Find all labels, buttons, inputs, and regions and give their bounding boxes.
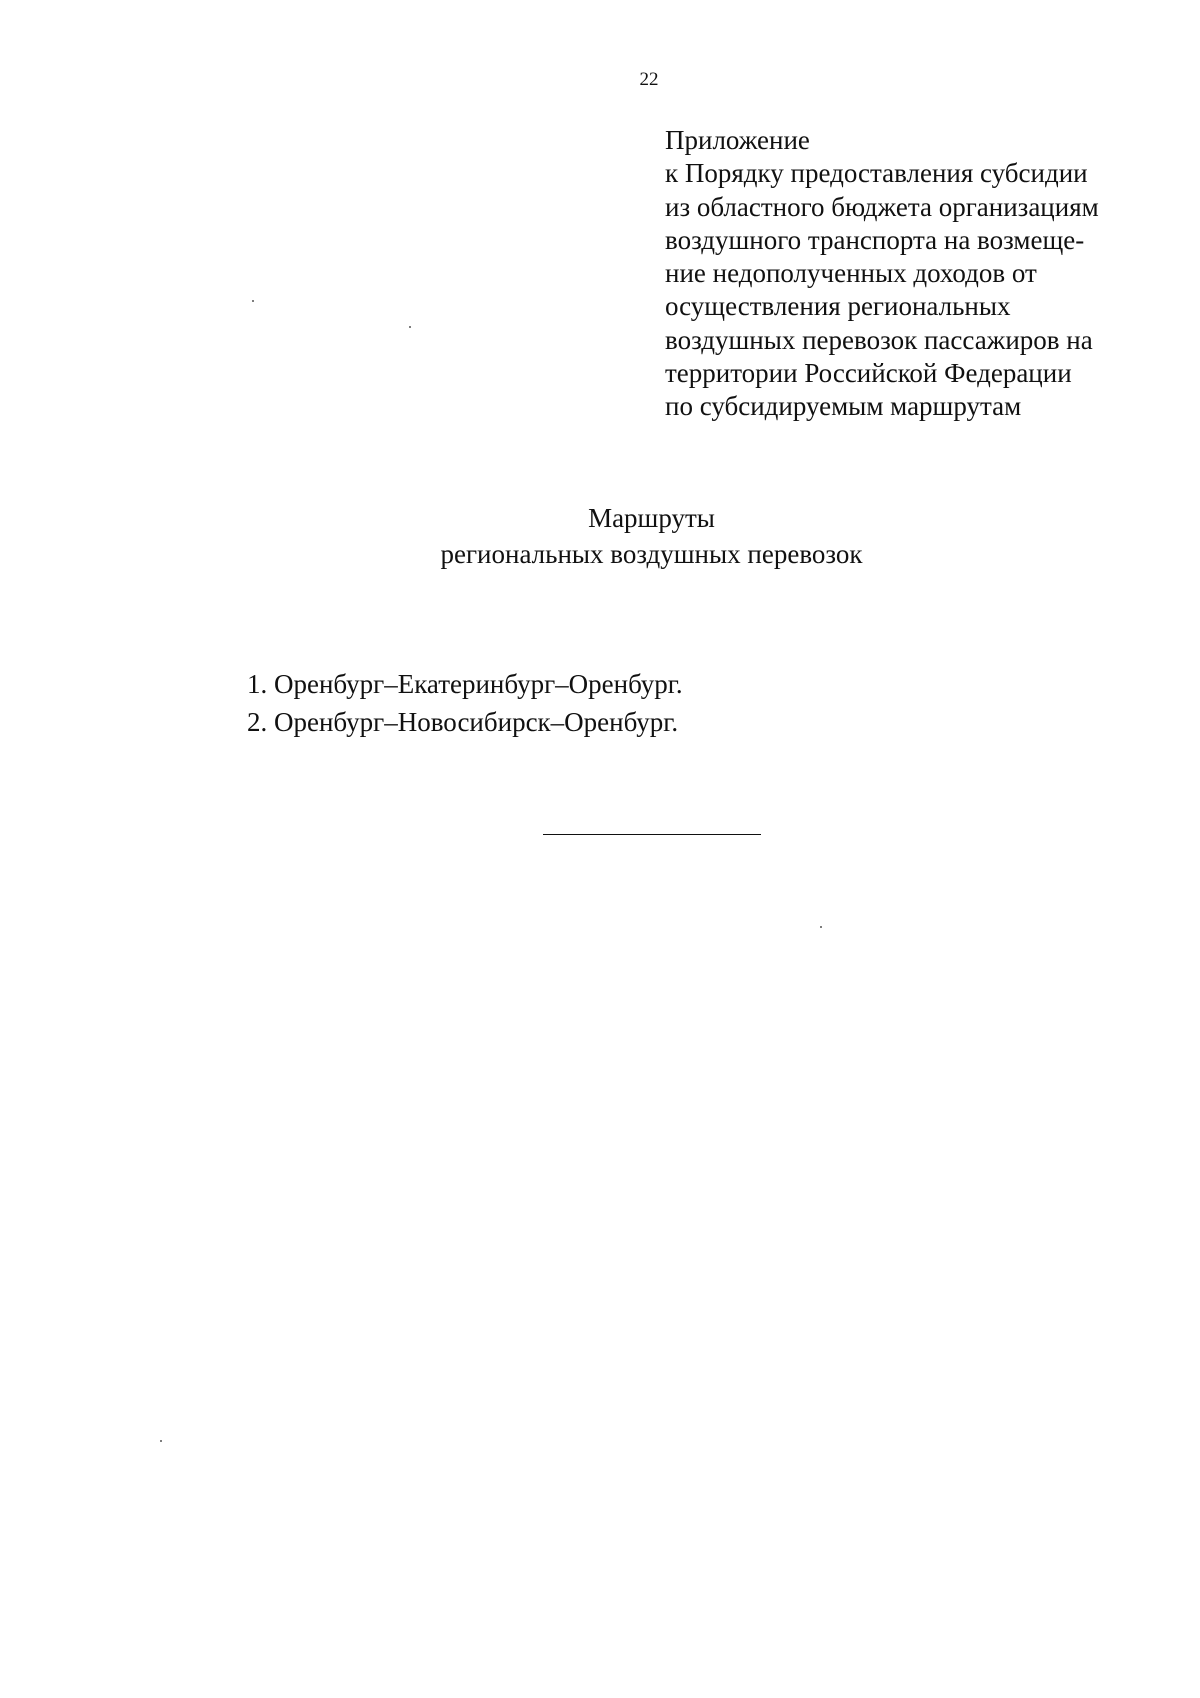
scan-speck (252, 300, 254, 302)
appendix-line: к Порядку предоставления субсидии (665, 158, 1088, 189)
title-line-1: Маршруты (588, 503, 715, 533)
document-title (0, 500, 1200, 572)
appendix-line: по субсидируемым маршрутам (665, 391, 1022, 422)
route-item: 2. Оренбург–Новосибирск–Оренбург. (247, 707, 679, 737)
title-line-2: региональных воздушных перевозок (440, 539, 863, 569)
appendix-line: территории Российской Федерации (665, 358, 1072, 389)
scan-speck (820, 926, 822, 928)
appendix-heading: Приложение (665, 125, 810, 155)
route-item: 1. Оренбург–Екатеринбург–Оренбург. (247, 669, 683, 699)
appendix-line: воздушных перевозок пассажиров на (665, 324, 1093, 355)
appendix-line: ние недополученных доходов от (665, 258, 1037, 289)
appendix-line: осуществления региональных (665, 291, 1011, 322)
page-number: 22 (639, 69, 659, 90)
scan-speck (409, 326, 411, 328)
appendix-line: воздушного транспорта на возмеще- (665, 224, 1085, 255)
end-rule-divider (543, 834, 761, 835)
scan-speck (160, 1440, 162, 1442)
routes-list (247, 665, 683, 741)
appendix-line: из областного бюджета организациям (665, 191, 1099, 222)
appendix-block (665, 124, 1185, 424)
